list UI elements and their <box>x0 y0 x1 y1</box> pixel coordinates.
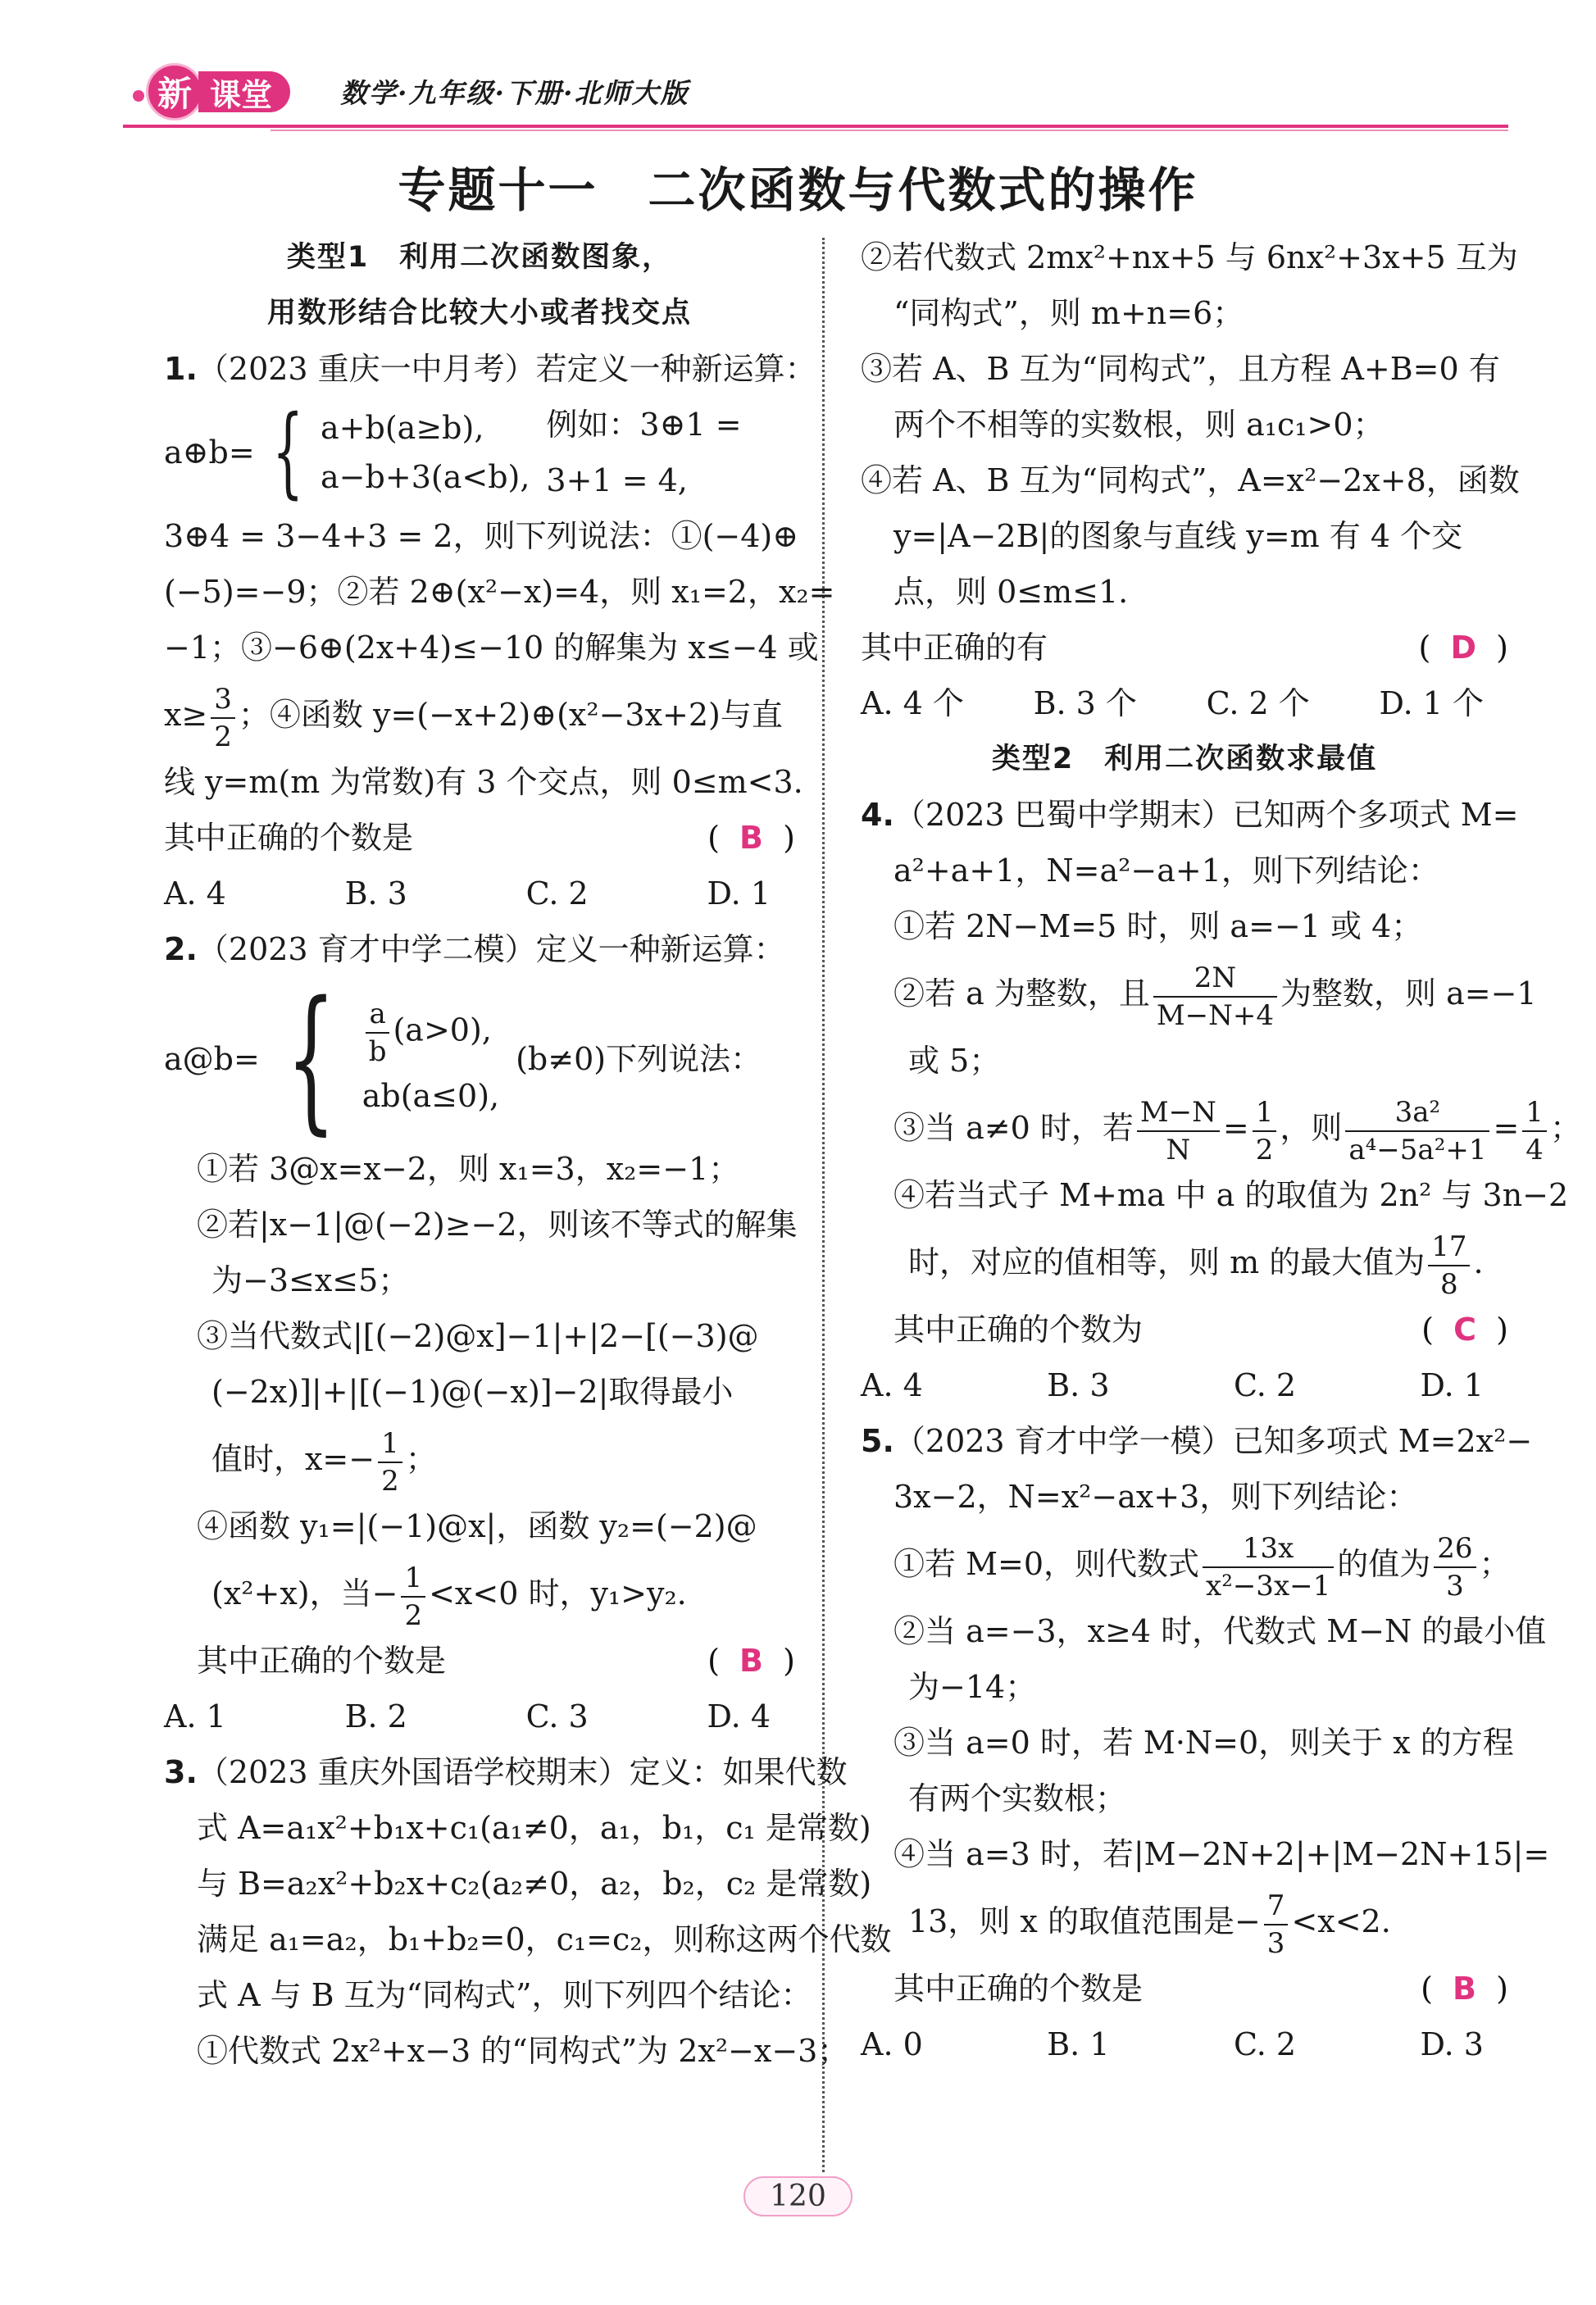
statement-4-fraction-line <box>861 1882 1508 1961</box>
option-c: C. 2 <box>525 875 589 912</box>
question-text: （2023 育才中学二模）定义一种新运算： <box>197 931 785 967</box>
answer-prompt: 其中正确的有 <box>861 630 1048 666</box>
piecewise-cases <box>321 403 530 502</box>
question-text: （2023 巴蜀中学期末）已知两个多项式 M= <box>893 797 1519 833</box>
fraction <box>378 1425 402 1499</box>
question-number: 3. <box>164 1754 198 1790</box>
text-segment: . <box>1473 1244 1484 1280</box>
option-b: B. 3 个 <box>1033 685 1137 721</box>
book-series: 数学·九年级·下册·北师大版 <box>340 77 689 109</box>
question-text: 满足 a₁=a₂，b₁+b₂=0，c₁=c₂，则称这两个代数 <box>197 1921 892 1957</box>
numerator: 26 <box>1434 1530 1476 1568</box>
statement-3-cont: 有两个实数根； <box>908 1780 1127 1816</box>
statement-3-fraction-line <box>164 1420 795 1498</box>
statement-3: ③当代数式|[(−2)@x]−1|+|2−[(−3)@ <box>197 1318 759 1354</box>
fraction <box>1522 1094 1547 1168</box>
option-d: D. 1 <box>707 875 771 912</box>
text-segment: ③当 a≠0 时，若 <box>893 1110 1134 1146</box>
question-text-fraction-line <box>164 675 795 754</box>
case-2: a−b+3(a<b), <box>321 459 530 495</box>
page-header <box>123 57 1508 131</box>
question-number: 5. <box>861 1423 894 1459</box>
answer-slot: ( C ) <box>1421 1312 1508 1348</box>
denominator: b <box>368 1035 387 1068</box>
statement-4: ④若 A、B 互为“同构式”，A=x²−2x+8，函数 <box>861 462 1520 498</box>
text-segment: = <box>1493 1110 1520 1146</box>
statement-3-cont: (−2x)]|+|[(−1)@(−x)]−2|取得最小 <box>211 1374 734 1410</box>
statement-3: ③若 A、B 互为“同构式”，且方程 A+B=0 有 <box>861 351 1500 387</box>
type1-heading-line1: 类型1 利用二次函数图象， <box>286 241 673 274</box>
fraction <box>1203 1530 1334 1604</box>
option-a: A. 4 <box>861 1367 923 1403</box>
answer-letter: B <box>739 1643 764 1679</box>
text-segment: ②若 a 为整数，且 <box>893 975 1150 1012</box>
text-segment: ①若 M=0，则代数式 <box>893 1546 1200 1582</box>
statement-4-cont: 点，则 0≤m≤1. <box>893 574 1129 610</box>
text-segment: = <box>1222 1110 1249 1146</box>
case-condition: (a>0), <box>393 1012 492 1048</box>
fraction <box>1253 1094 1277 1168</box>
numerator: 1 <box>1522 1094 1547 1132</box>
statement-2-cont: 或 5； <box>908 1043 1001 1079</box>
numerator: 3 <box>211 681 235 719</box>
statement-2-cont: 为−14； <box>908 1669 1037 1705</box>
numerator: 1 <box>401 1560 425 1598</box>
text-segment: 13，则 x 的取值范围是− <box>908 1903 1261 1939</box>
question-text: 与 B=a₂x²+b₂x+c₂(a₂≠0，a₂，b₂，c₂ 是常数) <box>197 1866 872 1902</box>
statement-1-fraction-line <box>861 1525 1511 1603</box>
statement-3: ③当 a=0 时，若 M·N=0，则关于 x 的方程 <box>893 1725 1514 1761</box>
text-segment: 为整数，则 a=−1 <box>1280 975 1537 1012</box>
text-segment: ； <box>1479 1546 1511 1582</box>
question-text: （2023 重庆外国语学校期末）定义：如果代数 <box>197 1754 848 1790</box>
options-row <box>164 866 795 921</box>
answer-line <box>861 1961 1508 2016</box>
text-segment: <x<0 时，y₁>y₂. <box>429 1575 687 1612</box>
numerator: M−N <box>1137 1094 1220 1132</box>
header-rule-thin <box>271 130 1508 131</box>
denominator: 8 <box>1440 1267 1458 1301</box>
piecewise-lhs: a@b= <box>164 1041 260 1077</box>
question-text: （2023 重庆一中月考）若定义一种新运算： <box>197 351 816 387</box>
statement-1: ①若 2N−M=5 时，则 a=−1 或 4； <box>893 908 1423 944</box>
answer-prompt: 其中正确的个数是 <box>893 1971 1144 2007</box>
text-segment: ； <box>405 1441 437 1477</box>
option-d: D. 3 <box>1420 2026 1484 2062</box>
statement-4: ④函数 y₁=|(−1)@x|，函数 y₂=(−2)@ <box>197 1508 757 1544</box>
option-d: D. 1 个 <box>1379 685 1484 721</box>
answer-letter: C <box>1453 1312 1477 1348</box>
denominator: 3 <box>1266 1926 1285 1960</box>
answer-letter: B <box>739 820 764 856</box>
statement-1: ①代数式 2x²+x−3 的“同构式”为 2x²−x−3； <box>197 2033 849 2069</box>
denominator: 2 <box>214 720 232 753</box>
fraction <box>1264 1888 1289 1962</box>
answer-prompt: 其中正确的个数是 <box>197 1643 447 1679</box>
logo-rest-text: 课堂 <box>198 71 290 112</box>
statement-4: ④当 a=3 时，若|M−2N+2|+|M−2N+15|= <box>893 1836 1550 1872</box>
fraction <box>1434 1530 1476 1604</box>
answer-line <box>861 620 1508 675</box>
question-text: 式 A=a₁x²+b₁x+c₁(a₁≠0，a₁，b₁，c₁ 是常数) <box>197 1810 871 1846</box>
fraction <box>1428 1229 1470 1303</box>
option-b: B. 3 <box>1047 1367 1110 1403</box>
option-b: B. 1 <box>1047 2026 1110 2062</box>
text-segment: (x²+x)，当− <box>211 1575 398 1612</box>
fraction <box>211 681 235 755</box>
answer-line <box>164 1633 795 1689</box>
text-segment: <x<2. <box>1291 1903 1391 1939</box>
option-c: C. 2 <box>1233 1367 1297 1403</box>
fraction <box>1137 1094 1220 1168</box>
denominator: 2 <box>404 1598 423 1632</box>
numerator: 13x <box>1203 1530 1334 1568</box>
option-a: A. 0 <box>861 2026 923 2062</box>
type1-heading-line2: 用数形结合比较大小或者找交点 <box>266 297 692 330</box>
statement-2-cont: 为−3≤x≤5； <box>211 1262 410 1298</box>
numerator: 17 <box>1428 1229 1470 1266</box>
page-number-footer <box>0 2176 1596 2216</box>
condition-text: (b≠0)下列说法： <box>516 1041 762 1077</box>
question-text: 3⊕4 = 3−4+3 = 2，则下列说法：①(−4)⊕ <box>164 518 799 554</box>
option-d: D. 1 <box>1420 1367 1484 1403</box>
question-text: (−5)=−9；②若 2⊕(x²−x)=4，则 x₁=2，x₂= <box>164 574 835 610</box>
option-c: C. 3 <box>525 1698 589 1734</box>
question-text: a²+a+1，N=a²−a+1，则下列结论： <box>893 852 1439 889</box>
answer-slot: ( B ) <box>1421 1971 1508 2007</box>
fraction <box>401 1560 425 1634</box>
denominator: 4 <box>1526 1133 1544 1166</box>
statement-2-fraction-line <box>861 954 1537 1033</box>
numerator: a <box>366 996 390 1034</box>
denominator: x²−3x−1 <box>1206 1569 1331 1603</box>
option-d: D. 4 <box>707 1698 771 1734</box>
left-brace: { <box>271 395 303 509</box>
question-text: 3x−2，N=x²−ax+3，则下列结论： <box>893 1479 1418 1515</box>
options-row <box>861 1357 1508 1413</box>
logo-main-char: 新 <box>146 63 203 120</box>
statement-4-fraction-line <box>164 1554 795 1633</box>
page-title: 专题十一 二次函数与代数式的操作 <box>398 162 1198 218</box>
option-a: A. 4 个 <box>861 685 964 721</box>
text-segment: 时，对应的值相等，则 m 的最大值为 <box>908 1244 1425 1280</box>
option-a: A. 4 <box>164 875 226 912</box>
right-column <box>861 230 1581 2072</box>
question-number: 1. <box>164 351 198 387</box>
statement-3-fraction-line <box>861 1089 1581 1167</box>
denominator: 3 <box>1446 1569 1464 1603</box>
answer-prompt: 其中正确的个数为 <box>893 1312 1144 1348</box>
statement-2-cont: “同构式”，则 m+n=6； <box>893 295 1244 331</box>
denominator: 2 <box>1255 1133 1274 1166</box>
fraction <box>1345 1094 1489 1168</box>
denominator: a⁴−5a²+1 <box>1348 1133 1487 1166</box>
numerator: 7 <box>1264 1888 1289 1925</box>
question-text: 线 y=m(m 为常数)有 3 个交点，则 0≤m<3. <box>164 764 803 800</box>
denominator: N <box>1166 1133 1191 1166</box>
piecewise-definition <box>164 397 795 508</box>
text-segment: ，则 <box>1280 1110 1343 1146</box>
text-segment: ；④函数 y=(−x+2)⊕(x²−3x+2)与直 <box>238 697 783 733</box>
brand-logo <box>146 66 290 118</box>
logo-dot <box>133 90 144 102</box>
options-row <box>164 1689 795 1744</box>
option-c: C. 2 <box>1233 2026 1297 2062</box>
question-text: （2023 育才中学一模）已知多项式 M=2x²− <box>893 1423 1533 1459</box>
answer-line <box>164 810 795 866</box>
denominator: M−N+4 <box>1156 998 1274 1032</box>
piecewise-cases <box>362 996 499 1122</box>
piecewise-definition <box>164 968 795 1149</box>
answer-line <box>861 1302 1508 1357</box>
question-2 <box>164 921 798 1744</box>
piecewise-lhs: a⊕b= <box>164 434 255 471</box>
left-brace: { <box>286 968 336 1149</box>
statement-4: ④若当式子 M+ma 中 a 的取值为 2n² 与 3n−2 <box>893 1177 1569 1213</box>
option-c: C. 2 个 <box>1206 685 1310 721</box>
statement-2: ②当 a=−3，x≥4 时，代数式 M−N 的最小值 <box>893 1613 1547 1649</box>
answer-letter: B <box>1453 1971 1477 2007</box>
text-segment: ； <box>1549 1110 1581 1146</box>
case-2: ab(a≤0), <box>361 1078 500 1114</box>
statement-2: ②若|x−1|@(−2)≥−2，则该不等式的解集 <box>197 1207 798 1243</box>
option-a: A. 1 <box>164 1698 226 1734</box>
text-segment: 值时，x=− <box>211 1441 375 1477</box>
fraction <box>366 996 390 1070</box>
question-text: −1；③−6⊕(2x+4)≤−10 的解集为 x≤−4 或 <box>164 630 819 666</box>
statement-4-fraction-line <box>861 1223 1508 1302</box>
option-b: B. 3 <box>344 875 407 912</box>
question-number: 2. <box>164 931 198 967</box>
statement-2: ②若代数式 2mx²+nx+5 与 6nx²+3x+5 互为 <box>861 239 1518 275</box>
denominator: 2 <box>381 1464 399 1498</box>
header-rule <box>123 125 1508 128</box>
question-1 <box>164 341 835 921</box>
question-5 <box>861 1413 1550 2072</box>
statement-4-cont: y=|A−2B|的图象与直线 y=m 有 4 个交 <box>893 518 1463 554</box>
options-row <box>861 2016 1508 2072</box>
option-b: B. 2 <box>344 1698 407 1734</box>
answer-slot: ( D ) <box>1418 630 1508 666</box>
answer-letter: D <box>1450 630 1477 666</box>
statement-3-cont: 两个不相等的实数根，则 a₁c₁>0； <box>893 407 1385 443</box>
text-segment: 的值为 <box>1337 1546 1431 1582</box>
answer-slot: ( B ) <box>707 820 795 856</box>
options-row <box>861 675 1508 731</box>
left-column <box>164 230 892 2079</box>
answer-prompt: 其中正确的个数是 <box>164 820 414 856</box>
question-3-continued <box>861 230 1520 731</box>
question-number: 4. <box>861 797 894 833</box>
case-1 <box>362 996 499 1070</box>
numerator: 2N <box>1153 960 1277 998</box>
answer-slot: ( B ) <box>707 1643 795 1679</box>
statement-1: ①若 3@x=x−2，则 x₁=3，x₂=−1； <box>197 1151 740 1187</box>
example-text: 例如：3⊕1 = 3+1 = 4, <box>546 407 742 498</box>
type2-heading: 类型2 利用二次函数求最值 <box>991 743 1378 775</box>
numerator: 3a² <box>1345 1094 1489 1132</box>
case-1: a+b(a≥b), <box>321 410 484 446</box>
question-text: 式 A 与 B 互为“同构式”，则下列四个结论： <box>197 1977 812 2013</box>
numerator: 1 <box>378 1425 402 1463</box>
page-number: 120 <box>743 2176 853 2216</box>
text-segment: x≥ <box>164 697 208 733</box>
numerator: 1 <box>1253 1094 1277 1132</box>
question-4 <box>861 787 1581 1413</box>
fraction <box>1153 960 1277 1034</box>
